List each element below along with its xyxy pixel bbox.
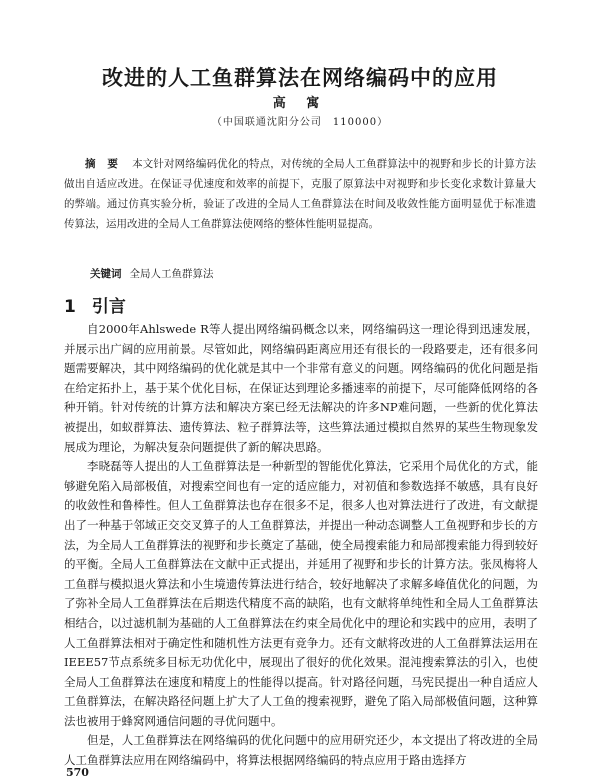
- body-text: [64, 320, 538, 771]
- abstract: [64, 154, 536, 234]
- paragraph: 李晓磊等人提出的人工鱼群算法是一种新型的智能优化算法，它采用个局优化的方式，能够避免陷入局部极值，对搜索空间也有一定的适应能力，对初值和参数选择不敏感，具有良好的收敛性和鲁棒性。但人工鱼群算法也存在很多不足，很多人也对算法进行了改进，有文献提出了一种基于邻域正交交叉算子的人工鱼群算法，并提出一种动态调整人工鱼视野和步长的方法，为全局人工鱼群算法的视野和步长奠定了基础，使全局搜索能力和局部搜索能力得到较好的平衡。全局人工鱼群算法在文献中正式提出，并延用了视野和步长的计算方法。张凤梅将人工鱼群与模拟退火算法和小生境遗传算法进行结合，较好地解决了求解多峰值优化的问题，为了弥补全局人工鱼群算法在后期迭代精度不高的缺陷，也有文献将单纯性和全局人工鱼群算法相结合，以过滤机制为基础的人工鱼群算法在约束全局优化中的理论和实践中的应用，表明了人工鱼群算法相对于确定性和随机性方法更有竞争力。还有文献将改进的人工鱼群算法运用在IEEE57节点系统多目标无功优化中，展现出了很好的优化效果。混沌搜索算法的引入，也使全局人工鱼群算法在速度和精度上的性能得以提高。针对路径问题，马宪民提出一种自适应人工鱼群算法，在解决路径问题上扩大了人工鱼的搜索视野，避免了陷入局部极值问题，这种算法也被用于蜂窝网通信问题的寻优问题中。: [64, 459, 538, 728]
- page-number: 570: [66, 766, 89, 779]
- section-title: 引言: [91, 297, 126, 317]
- section-number: 1: [64, 297, 76, 317]
- keywords: [90, 266, 530, 281]
- paragraph: 自2000年Ahlswede R等人提出网络编码概念以来，网络编码这一理论得到迅速发展，并展示出广阔的应用前景。尽管如此，网络编码距离应用还有很长的一段路要走，还有很多问题需要解决，其中网络编码的优化就是其中一个非常有意义的问题。网络编码的优化问题是指在给定拓扑上，基于某个优化目标，在保证达到理论多播速率的前提下，尽可能降低网络的各种开销。针对传统的计算方法和解决方案已经无法解决的许多NP难问题，一些新的优化算法被提出，如蚁群算法、遗传算法、粒子群算法等，这些算法通过模拟自然界的某些生物现象发展成为理论，为解决复杂问题提供了新的解决思路。: [64, 322, 538, 454]
- abstract-label: 摘 要: [85, 158, 123, 170]
- keywords-text: 全局人工鱼群算法: [129, 268, 214, 280]
- author-name: 高 寓: [272, 96, 328, 111]
- author-affiliation: （中国联通沈阳分公司 110000）: [211, 117, 389, 128]
- keywords-label: 关键词: [90, 268, 122, 280]
- section-heading: [64, 292, 126, 317]
- abstract-text: 本文针对网络编码优化的特点，对传统的全局人工鱼群算法中的视野和步长的计算方法做出自适应改进。在保证寻优速度和效率的前提下，克服了原算法中对视野和步长变化求数计算量大的弊端。通过仿真实验分析，验证了改进的全局人工鱼群算法在时间及收敛性能方面明显优于标准遗传算法，运用改进的全局人工鱼群算法使网络的整体性能明显提高。: [64, 158, 537, 230]
- paper-title: 改进的人工鱼群算法在网络编码中的应用: [102, 66, 498, 90]
- paragraph: 但是，人工鱼群算法在网络编码的优化问题中的应用研究还少，本文提出了将改进的全局人工鱼群算法应用在网络编码中，将算法根据网络编码的特点应用于路由选择方: [64, 733, 538, 768]
